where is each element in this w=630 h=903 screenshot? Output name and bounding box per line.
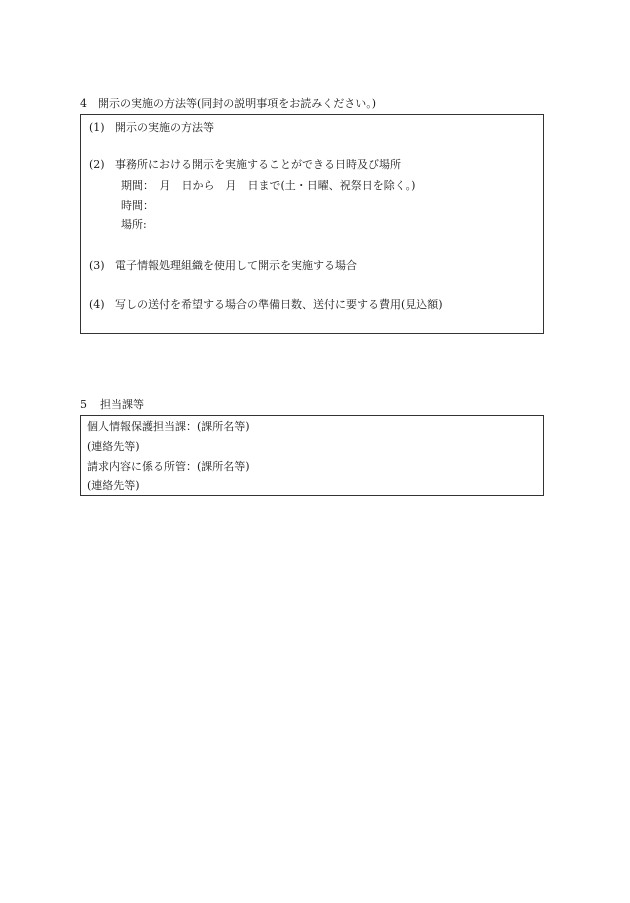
section-5-box <box>80 415 544 496</box>
contact-line-4: (連絡先等) <box>87 479 140 492</box>
section-4-heading <box>80 97 376 110</box>
item-3 <box>89 259 357 272</box>
item-2-text: 事務所における開示を実施することができる日時及び場所 <box>115 158 401 171</box>
period-line: 期間： 月 日から 月 日まで(土・日曜、祝祭日を除く。) <box>121 179 416 192</box>
item-4 <box>89 298 443 311</box>
item-4-number: (4) <box>89 298 105 311</box>
item-3-text: 電子情報処理組織を使用して開示を実施する場合 <box>115 259 357 272</box>
section-5-number: 5 <box>80 398 87 411</box>
item-2-number: (2) <box>89 158 105 171</box>
section-4-number: 4 <box>80 97 87 110</box>
item-2 <box>89 158 401 171</box>
item-1-text: 開示の実施の方法等 <box>115 121 214 134</box>
contact-line-2: (連絡先等) <box>87 440 140 453</box>
section-4-title: 開示の実施の方法等(同封の説明事項をお読みください。) <box>98 97 377 110</box>
section-5-heading <box>80 398 144 411</box>
section-5-title: 担当課等 <box>100 398 144 411</box>
contact-line-3: 請求内容に係る所管：(課所名等) <box>87 460 250 473</box>
place-line: 場所: <box>121 218 147 231</box>
item-3-number: (3) <box>89 259 105 272</box>
contact-line-1: 個人情報保護担当課：(課所名等) <box>87 420 250 433</box>
item-4-text: 写しの送付を希望する場合の準備日数、送付に要する費用(見込額) <box>115 298 443 311</box>
time-line: 時間： <box>121 199 154 212</box>
item-1-number: (1) <box>89 121 105 134</box>
item-1 <box>89 121 214 134</box>
section-4-box <box>80 114 544 334</box>
